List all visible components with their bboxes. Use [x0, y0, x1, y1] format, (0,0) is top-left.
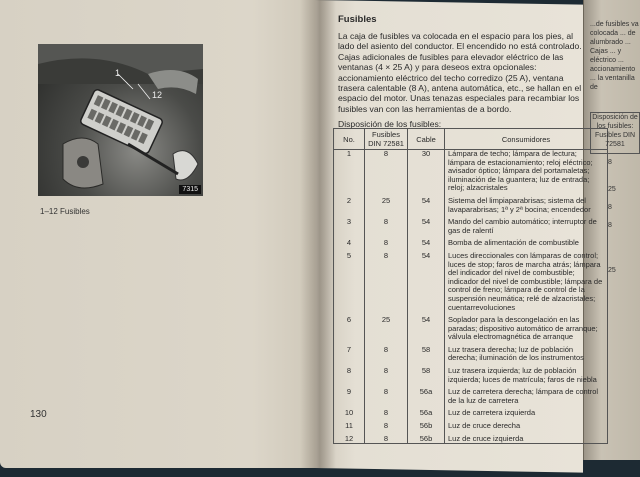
page-number: 130 [30, 409, 47, 420]
next-page-number: 25 [608, 267, 616, 274]
photo-label-1: 1 [115, 68, 121, 78]
table-header-row [334, 129, 608, 150]
next-page-number: 8 [608, 204, 612, 211]
header-consumers: Consumidores [445, 129, 608, 150]
photo-number-badge: 7315 [179, 185, 201, 194]
fuse-box-photo [38, 44, 203, 196]
next-page-number [608, 194, 616, 203]
cell-no: 12 [334, 435, 365, 444]
cell-no: 9 [334, 388, 365, 405]
next-page-number: 25 [608, 186, 616, 193]
cell-no: 7 [334, 346, 365, 363]
cell-consumers: Soplador para la descongelación en las paradas; dispositivo automático de arranque; válvula electromagnética de arranque [445, 316, 608, 342]
next-page-number [608, 248, 616, 257]
cell-fuse: 8 [365, 388, 408, 405]
cell-no: 6 [334, 316, 365, 342]
cell-consumers: Luz trasera derecha; luz de población derecha; iluminación de los instrumentos [445, 346, 608, 363]
cell-cable: 58 [408, 346, 445, 363]
cell-fuse: 8 [365, 422, 408, 431]
table-row [334, 367, 608, 384]
table-row [334, 197, 608, 214]
table-row [334, 346, 608, 363]
cell-consumers: Luces direccionales con lámparas de control; luces de stop; faros de marcha atrás; lámpara del indicador del nivel de combustible; indicador del nivel de combustible; lámpara de control de freno; lámpara de control de la suspensión neumática; relé de alzacristales; cuentarrevoluciones [445, 252, 608, 312]
table-row [334, 388, 608, 405]
next-page-numbers [608, 158, 616, 275]
table-row [334, 316, 608, 342]
cell-fuse: 8 [365, 409, 408, 418]
cell-consumers: Sistema del limpiaparabrisas; sistema del lavaparabrisas; 1ª y 2ª bocina; encendedor [445, 197, 608, 214]
cell-fuse: 8 [365, 367, 408, 384]
table-row [334, 252, 608, 312]
cell-consumers: Mando del cambio automático; interruptor de gas de ralentí [445, 218, 608, 235]
section-paragraph: La caja de fusibles va colocada en el espacio para los pies, al lado del asiento del conductor. El encendido no está controlado. Cajas adicionales de fusibles para elevador eléctrico de las ventanas (4 × 25 A) y para deseos extra opcionales: accionamiento eléctrico del techo corredizo (25 A), ventana trasera calentable (8 A), antena automática, etc., se hallan en el espacio del motor. Unas tenazas especiales para recambiar los fusibles van con las herramientas de a bordo. [338, 31, 582, 114]
header-no: No. [334, 129, 365, 150]
next-page-number: 8 [608, 159, 612, 166]
table-row [334, 218, 608, 235]
table-row [334, 239, 608, 248]
cell-consumers: Luz de carretera izquierda [445, 409, 608, 418]
next-page-text: ...de fusibles va colocada ... de alumbrado ... Cajas ... y eléctrico ... accionamiento ... la ventanilla de [590, 21, 639, 91]
book-spine [300, 0, 336, 468]
cell-no: 4 [334, 239, 365, 248]
photo-label-12: 12 [152, 90, 163, 100]
cell-cable: 56b [408, 422, 445, 431]
next-page-number [608, 167, 616, 176]
cell-no: 2 [334, 197, 365, 214]
cell-cable: 56b [408, 435, 445, 444]
cell-fuse: 25 [365, 316, 408, 342]
cell-fuse: 8 [365, 218, 408, 235]
cell-cable: 58 [408, 367, 445, 384]
table-row [334, 435, 608, 444]
cell-no: 5 [334, 252, 365, 312]
cell-cable: 56a [408, 409, 445, 418]
cell-consumers: Luz de cruce derecha [445, 422, 608, 431]
fuse-section [338, 14, 583, 131]
cell-fuse: 8 [365, 346, 408, 363]
fuse-table-body [334, 150, 608, 444]
cell-cable: 54 [408, 239, 445, 248]
table-row [334, 409, 608, 418]
cell-no: 3 [334, 218, 365, 235]
next-page-number [608, 212, 616, 221]
cell-fuse: 8 [365, 150, 408, 193]
next-page-number: 8 [608, 222, 612, 229]
next-page-number [608, 176, 616, 185]
next-page-number [608, 230, 616, 239]
table-row [334, 422, 608, 431]
cell-fuse: 8 [365, 239, 408, 248]
cell-cable: 30 [408, 150, 445, 193]
cell-cable: 54 [408, 316, 445, 342]
cell-cable: 56a [408, 388, 445, 405]
cell-consumers: Bomba de alimentación de combustible [445, 239, 608, 248]
cell-consumers: Lámpara de techo; lámpara de lectura; lámpara de estacionamiento; reloj eléctrico; avisador óptico; lámpara del portamaletas; iluminación de la guantera; luz de entrada; reloj; alzacristales [445, 150, 608, 193]
cell-no: 8 [334, 367, 365, 384]
next-page-number [608, 257, 616, 266]
cell-consumers: Luz trasera izquierda; luz de población izquierda; luces de matrícula; faros de niebla [445, 367, 608, 384]
cell-cable: 54 [408, 252, 445, 312]
cell-fuse: 25 [365, 197, 408, 214]
photo-caption: 1–12 Fusibles [40, 207, 90, 216]
header-fuses: Fusibles DIN 72581 [365, 129, 408, 150]
cell-consumers: Luz de carretera derecha; lámpara de control de la luz de carretera [445, 388, 608, 405]
next-page-number [608, 239, 616, 248]
cell-no: 11 [334, 422, 365, 431]
section-heading: Fusibles [338, 14, 377, 25]
cell-no: 1 [334, 150, 365, 193]
cell-cable: 54 [408, 197, 445, 214]
table-title: Disposición de los fusibles: [338, 119, 442, 130]
header-cable: Cable [408, 129, 445, 150]
fuse-table [333, 128, 608, 444]
next-page-table-header: Disposición de los fusibles: Fusibles DIN 72581 [590, 112, 640, 154]
cell-consumers: Luz de cruce izquierda [445, 435, 608, 444]
cell-cable: 54 [408, 218, 445, 235]
table-row [334, 150, 608, 193]
cell-fuse: 8 [365, 435, 408, 444]
cell-no: 10 [334, 409, 365, 418]
cell-fuse: 8 [365, 252, 408, 312]
